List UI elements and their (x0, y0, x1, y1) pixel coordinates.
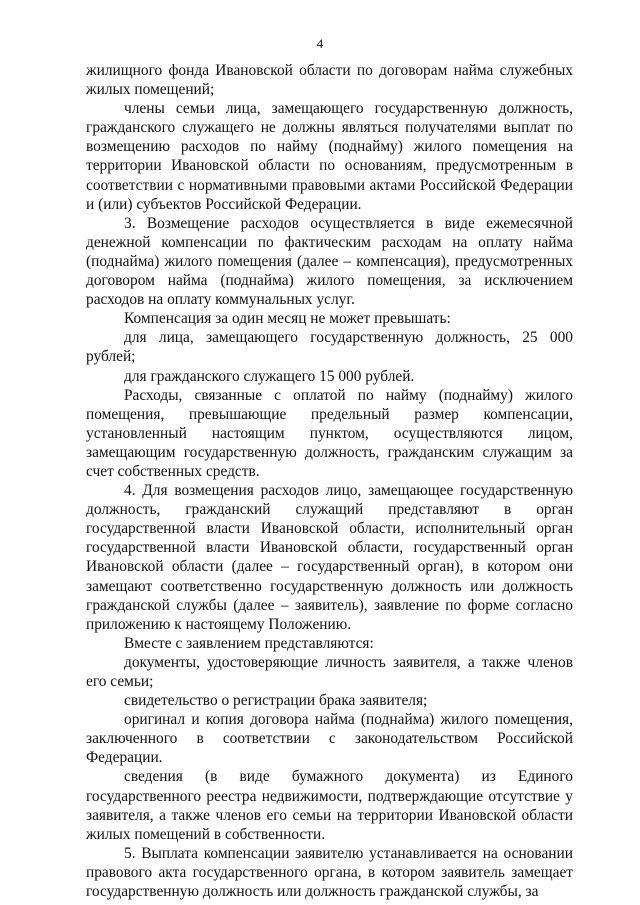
paragraph-excess-expenses: Расходы, связанные с оплатой по найму (поднайму) жилого помещения, превышающие предельный размер компенсации, установленный настоящим пунктом, осуществляются лицом, замещающим государственную должность, гражданским служащим за счет собственных средств. (86, 386, 573, 480)
document-body (86, 61, 573, 901)
paragraph-family-members: члены семьи лица, замещающего государственную должность, гражданского служащего не должны являться получателями выплат по возмещению расходов по найму (поднайму) жилого помещения на территории Ивановской области по основаниям, предусмотренным в соответствии с нормативными правовыми актами Российской Федерации и (или) субъектов Российской Федерации. (86, 100, 573, 213)
paragraph-clause-5: 5. Выплата компенсации заявителю устанавливается на основании правового акта государственного органа, в котором заявитель замещает государственную должность или должность гражданской службы, за (86, 844, 573, 901)
paragraph-limit-official: для лица, замещающего государственную должность, 25 000 рублей; (86, 329, 573, 366)
page-number: 4 (316, 36, 324, 51)
paragraph-registry-info: сведения (в виде бумажного документа) из Единого государственного реестра недвижимости, подтверждающие отсутствие у заявителя, а также членов его семьи на территории Ивановской области жилых помещений в собственности. (86, 768, 573, 843)
paragraph-limit-civil-servant: для гражданского служащего 15 000 рублей. (124, 367, 415, 385)
paragraph-identity-documents: документы, удостоверяющие личность заявителя, а также членов его семьи; (86, 653, 573, 690)
paragraph-clause-4: 4. Для возмещения расходов лицо, замещающее государственную должность, гражданский служащий представляют в орган государственной власти Ивановской области, исполнительный орган государственной власти Ивановской области, государственный орган Ивановской области (далее – государственный орган), в котором они замещают соответственно государственную должность или должность гражданской службы (далее – заявитель), заявление по форме согласно приложению к настоящему Положению. (86, 482, 573, 633)
paragraph-clause-3: 3. Возмещение расходов осуществляется в виде ежемесячной денежной компенсации по фактическим расходам на оплату найма (поднайма) жилого помещения (далее – компенсация), предусмотренных договором найма (поднайма) жилого помещения, за исключением расходов на оплату коммунальных услуг. (86, 214, 573, 309)
paragraph-documents-intro: Вместе с заявлением представляются: (124, 634, 374, 652)
paragraph-housing-fund: жилищного фонда Ивановской области по договорам найма служебных жилых помещений; (86, 62, 573, 99)
paragraph-marriage-certificate: свидетельство о регистрации брака заявителя; (124, 692, 428, 710)
paragraph-compensation-limit: Компенсация за один месяц не может превышать: (124, 310, 451, 328)
paragraph-lease-contract: оригинал и копия договора найма (поднайма) жилого помещения, заключенного в соответствии с законодательством Российской Федерации. (86, 711, 573, 767)
